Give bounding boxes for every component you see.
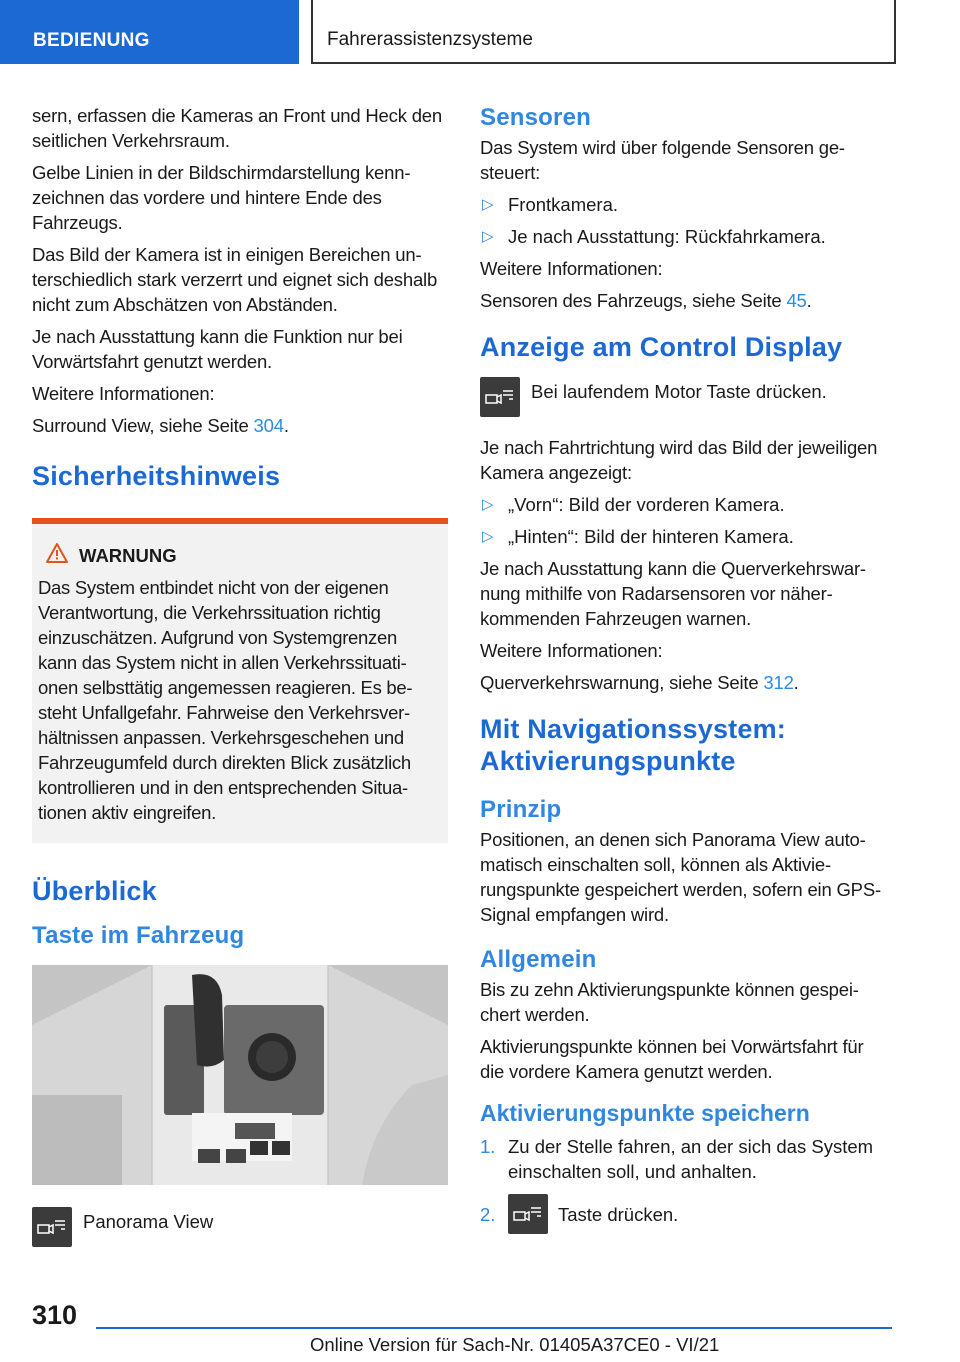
warning-box [32, 518, 448, 843]
triangle-bullet-icon: ▷ [482, 496, 494, 513]
list-item: ▷ Je nach Ausstattung: Rückfahrkamera. [482, 226, 826, 247]
step-text: Taste drücken. [558, 1203, 679, 1225]
list-item: ▷ „Hinten“: Bild der hinteren Kamera. [482, 526, 794, 547]
more-info-label: Weitere Informationen: [480, 258, 663, 279]
reference-text: Surround View, siehe Seite [32, 415, 254, 436]
heading-sensors: Sensoren [480, 104, 591, 131]
paragraph: Aktivierungspunkte können bei Vorwärtsfahrt für die vordere Kamera genutzt werden. [480, 1036, 864, 1082]
steps-list [480, 1134, 892, 1234]
button-label: Panorama View [83, 1211, 214, 1232]
page-header [0, 0, 960, 66]
footer-divider [96, 1327, 892, 1329]
display-step-row [480, 377, 892, 417]
paragraph: Je nach Fahrtrichtung wird das Bild der jeweiligen Kamera angezeigt: [480, 437, 878, 483]
heading-overview: Überblick [32, 876, 157, 906]
list-item: ▷ Frontkamera. [482, 194, 619, 215]
step-number: 2. [480, 1204, 496, 1225]
more-info-label: Weitere Informationen: [32, 383, 215, 404]
more-info-label: Weitere Informationen: [480, 640, 663, 661]
page-link[interactable]: 312 [763, 672, 794, 693]
heading-save-points: Aktivierungspunkte speichern [480, 1100, 810, 1126]
paragraph: sern, erfassen die Kameras an Front und Heck den seitlichen Verkehrsraum. [32, 105, 442, 151]
paragraph: Gelbe Linien in der Bildschirmdarstellung kennzeichnen das vordere und hintere Ende des Fahrzeugs. [32, 162, 411, 233]
page-link[interactable]: 45 [786, 290, 807, 311]
heading-principle: Prinzip [480, 796, 562, 823]
reference [32, 413, 448, 438]
list-item: ▷ „Vorn“: Bild der vorderen Kamera. [482, 494, 785, 515]
triangle-bullet-icon: ▷ [482, 528, 494, 545]
warning-text: Das System entbindet nicht von der eigenen Verantwortung, die Verkehrssituation richtig einzuschätzen. Aufgrund von Systemgrenzen kann das System nicht in allen Verkehrssituationen selbsttätig angemessen reagieren. Es besteht Unfallgefahr. Fahrweise den Verkehrsverhältnissen anpassen. Verkehrsgeschehen und Fahrzeugumfeld durch direkten Blick zusätzlich kontrollieren und in den entsprechenden Situationen aktiv eingreifen. [38, 577, 413, 823]
warning-label: WARNUNG [79, 544, 177, 566]
heading-navigation: Mit Navigationssystem: Aktivierungspunkte [480, 714, 786, 776]
camera-view-icon [32, 1207, 72, 1247]
display-list [480, 492, 892, 549]
reference-end: . [283, 415, 289, 436]
page-link[interactable]: 304 [253, 415, 284, 436]
right-column [480, 103, 892, 1244]
camera-view-icon [480, 377, 520, 417]
heading-safety: Sicherheitshinweis [32, 461, 281, 491]
triangle-bullet-icon: ▷ [482, 196, 494, 213]
heading-display: Anzeige am Control Display [480, 332, 843, 362]
page-number: 310 [32, 1300, 78, 1330]
reference: Querverkehrswarnung, siehe Seite 312. [480, 672, 799, 693]
sensor-list [480, 192, 892, 249]
heading-button: Taste im Fahrzeug [32, 922, 245, 949]
paragraph: Positionen, an denen sich Panorama View automatisch einschalten soll, können als Aktivierungspunkte gespeichert werden, sofern ein GPS-Signal empfangen wird. [480, 829, 881, 925]
paragraph: Je nach Ausstattung kann die Funktion nur bei Vorwärtsfahrt genutzt werden. [32, 326, 403, 372]
step-number: 1. [480, 1136, 496, 1157]
panorama-view-button-row [32, 1207, 448, 1247]
section-tab: BEDIENUNG [0, 0, 299, 64]
step-text: Bei laufendem Motor Taste drücken. [531, 381, 827, 402]
footer-text: Online Version für Sach-Nr. 01405A37CE0 - VI/21 [310, 1334, 720, 1355]
paragraph: Das Bild der Kamera ist in einigen Bereichen unterschiedlich stark verzerrt und eignet sich deshalb nicht zum Abschätzen von Abständen. [32, 244, 438, 315]
reference: Sensoren des Fahrzeugs, siehe Seite 45. [480, 290, 812, 311]
center-console-photo [32, 965, 448, 1185]
step-item [480, 1194, 892, 1234]
step-item [480, 1134, 892, 1184]
triangle-bullet-icon: ▷ [482, 228, 494, 245]
heading-general: Allgemein [480, 946, 597, 973]
paragraph: Bis zu zehn Aktivierungspunkte können gespeichert werden. [480, 979, 859, 1025]
step-text: Zu der Stelle fahren, an der sich das System einschalten soll, und anhalten. [508, 1136, 874, 1182]
warning-title [45, 542, 440, 569]
camera-view-icon [508, 1194, 548, 1234]
paragraph: Je nach Ausstattung kann die Querverkehrswarnung mithilfe von Radarsensoren vor näherkommenden Fahrzeugen warnen. [480, 558, 867, 629]
left-column [32, 103, 448, 1265]
paragraph: Das System wird über folgende Sensoren gesteuert: [480, 137, 846, 183]
warning-triangle-icon [45, 542, 79, 569]
chapter-title: Fahrerassistenzsysteme [311, 0, 896, 64]
